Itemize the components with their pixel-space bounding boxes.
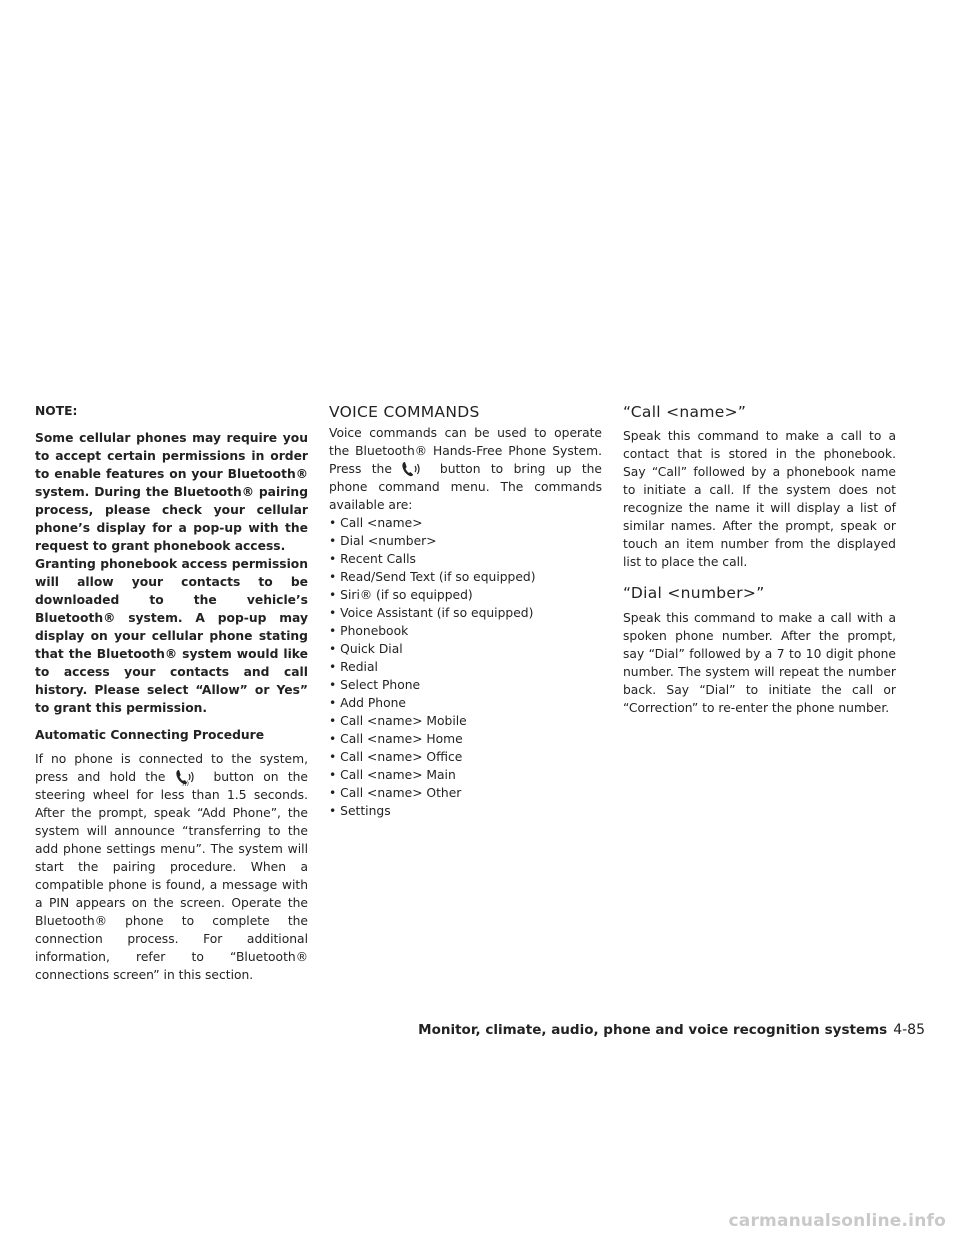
dial-number-text: Speak this command to make a call with a spoken phone number. After the prompt, say “Dial” followed by a 7 to 10 digit phone number. The system will repeat the number back. Say “Dial” to initiate the call or “Correction” to re-enter the phone number. <box>623 611 896 715</box>
list-item: • Recent Calls <box>329 552 416 566</box>
list-item: • Voice Assistant (if so equipped) <box>329 606 534 620</box>
list-item: • Add Phone <box>329 696 406 710</box>
watermark: carmanualsonline.info <box>728 1211 946 1231</box>
voice-commands-intro <box>329 424 602 514</box>
subheading-automatic-connecting: Automatic Connecting Procedure <box>35 728 265 742</box>
list-item: • Call <name> Home <box>329 732 463 746</box>
list-item: • Quick Dial <box>329 642 403 656</box>
list-item: • Call <name> Office <box>329 750 463 764</box>
automatic-connecting-text <box>35 750 308 984</box>
list-item: • Settings <box>329 804 391 818</box>
automatic-connecting-text-start: If no phone is connected to the system, press and hold the <box>35 752 308 784</box>
page-number: 4-85 <box>893 1022 925 1038</box>
note-paragraph-permissions: Some cellular phones may require you to accept certain permissions in order to enable features on your Bluetooth® system. During the Bluetooth® pairing process, please check your cellular phone’s display for a pop-up with the request to grant phonebook access. <box>35 431 308 553</box>
footer-section-title: Monitor, climate, audio, phone and voice recognition systems <box>418 1022 888 1038</box>
svg-text:))): ))) <box>181 780 189 786</box>
list-item: • Dial <number> <box>329 534 437 548</box>
column-right <box>623 402 896 717</box>
column-left <box>35 402 308 984</box>
list-item: • Siri® (if so equipped) <box>329 588 473 602</box>
voice-commands-intro-start: Voice commands can be used to operate the Bluetooth® Hands-Free Phone System. Press the <box>329 426 602 476</box>
list-item: • Call <name> <box>329 516 423 530</box>
automatic-connecting-text-end: button on the steering wheel for less than 1.5 seconds. After the prompt, speak “Add Phone”, the system will announce “transferring to the add phone settings menu”. The system will start the pairing procedure. When a compatible phone is found, a message with a PIN appears on the screen. Operate the Bluetooth® phone to complete the connection process. For additional information, refer to “Bluetooth® connections screen” in this section. <box>35 770 308 982</box>
call-name-heading: “Call <name>” <box>623 403 747 421</box>
phone-voice-icon <box>396 460 426 478</box>
voice-commands-heading: VOICE COMMANDS <box>329 403 480 421</box>
list-item: • Call <name> Mobile <box>329 714 467 728</box>
column-middle <box>329 402 602 820</box>
page-footer <box>395 1022 925 1038</box>
list-item: • Read/Send Text (if so equipped) <box>329 570 536 584</box>
voice-commands-intro-end: button to bring up the phone command menu. The commands available are: <box>329 462 602 512</box>
list-item: • Select Phone <box>329 678 421 692</box>
note-paragraph-granting: Granting phonebook access permission will allow your contacts to be downloaded to the vehicle’s Bluetooth® system. A pop-up may display on your cellular phone stating that the Bluetooth® system would like to access your contacts and call history. Please select “Allow” or Yes” to grant this permission. <box>35 557 308 715</box>
phone-voice-icon <box>170 768 200 786</box>
call-name-text: Speak this command to make a call to a contact that is stored in the phonebook. Say “Call” followed by a phonebook name to initiate a call. If the system does not recognize the name it will display a list of similar names. After the prompt, speak or touch an item number from the displayed list to place the call. <box>623 429 896 569</box>
list-item: • Redial <box>329 660 378 674</box>
list-item: • Call <name> Main <box>329 768 456 782</box>
list-item: • Phonebook <box>329 624 409 638</box>
voice-commands-list <box>329 514 602 820</box>
dial-number-heading: “Dial <number>” <box>623 584 765 602</box>
note-label: NOTE: <box>35 404 78 418</box>
list-item: • Call <name> Other <box>329 786 462 800</box>
